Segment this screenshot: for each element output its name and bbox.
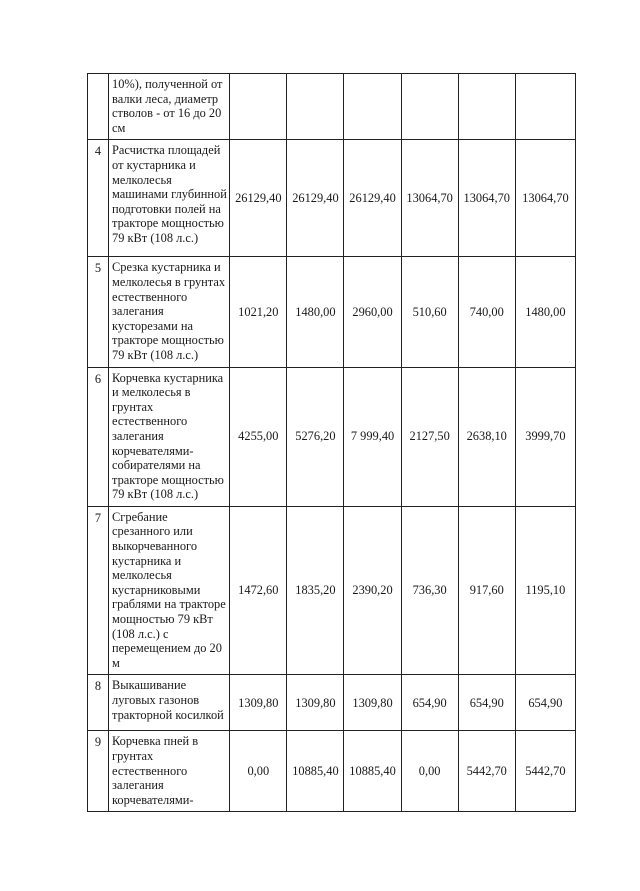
value-cell [287, 74, 344, 140]
value-cell: 26129,40 [344, 140, 401, 257]
work-description: Срезка кустарника и мелколесья в грунтах естественного залегания кусторезами на тракторе мощностью 79 кВт (108 л.с.) [109, 257, 230, 367]
table-row [88, 731, 576, 812]
row-number: 9 [88, 731, 109, 812]
row-number: 6 [88, 367, 109, 506]
table-row [88, 140, 576, 257]
work-description: Выкашивание луговых газонов тракторной косилкой [109, 675, 230, 731]
value-cell: 654,90 [401, 675, 458, 731]
value-cell: 26129,40 [287, 140, 344, 257]
row-number: 8 [88, 675, 109, 731]
value-cell: 26129,40 [230, 140, 287, 257]
row-number: 7 [88, 506, 109, 675]
value-cell: 13064,70 [401, 140, 458, 257]
value-cell: 1309,80 [230, 675, 287, 731]
work-description: Корчевка пней в грунтах естественного залегания корчевателями- [109, 731, 230, 812]
work-description: Расчистка площадей от кустарника и мелколесья машинами глубинной подготовки полей на тракторе мощностью 79 кВт (108 л.с.) [109, 140, 230, 257]
value-cell: 917,60 [458, 506, 515, 675]
value-cell: 1021,20 [230, 257, 287, 367]
work-description: Сгребание срезанного или выкорчеванного кустарника и мелколесья кустарниковыми граблями на тракторе мощностью 79 кВт (108 л.с.) с перемещением до 20 м [109, 506, 230, 675]
row-number: 5 [88, 257, 109, 367]
rates-table [87, 73, 576, 812]
value-cell: 13064,70 [458, 140, 515, 257]
table-row [88, 367, 576, 506]
value-cell: 1309,80 [344, 675, 401, 731]
value-cell: 654,90 [515, 675, 575, 731]
value-cell: 510,60 [401, 257, 458, 367]
value-cell [230, 74, 287, 140]
value-cell: 5442,70 [458, 731, 515, 812]
value-cell: 2638,10 [458, 367, 515, 506]
value-cell: 5276,20 [287, 367, 344, 506]
table-row [88, 506, 576, 675]
work-description: Корчевка кустарника и мелколесья в грунтах естественного залегания корчевателями-собирателями на тракторе мощностью 79 кВт (108 л.с.) [109, 367, 230, 506]
row-number: 4 [88, 140, 109, 257]
value-cell [401, 74, 458, 140]
value-cell: 10885,40 [344, 731, 401, 812]
value-cell: 0,00 [401, 731, 458, 812]
value-cell: 3999,70 [515, 367, 575, 506]
value-cell: 2390,20 [344, 506, 401, 675]
value-cell: 2127,50 [401, 367, 458, 506]
value-cell: 10885,40 [287, 731, 344, 812]
table-row [88, 675, 576, 731]
value-cell: 736,30 [401, 506, 458, 675]
value-cell [344, 74, 401, 140]
value-cell: 4255,00 [230, 367, 287, 506]
value-cell: 654,90 [458, 675, 515, 731]
value-cell: 0,00 [230, 731, 287, 812]
value-cell: 7 999,40 [344, 367, 401, 506]
table-row [88, 74, 576, 140]
value-cell: 1835,20 [287, 506, 344, 675]
row-number [88, 74, 109, 140]
value-cell: 1195,10 [515, 506, 575, 675]
value-cell: 2960,00 [344, 257, 401, 367]
value-cell: 1480,00 [515, 257, 575, 367]
table-row [88, 257, 576, 367]
value-cell: 13064,70 [515, 140, 575, 257]
value-cell: 5442,70 [515, 731, 575, 812]
value-cell [515, 74, 575, 140]
value-cell: 1472,60 [230, 506, 287, 675]
value-cell: 1480,00 [287, 257, 344, 367]
work-description: 10%), полученной от валки леса, диаметр стволов - от 16 до 20 см [109, 74, 230, 140]
value-cell [458, 74, 515, 140]
value-cell: 1309,80 [287, 675, 344, 731]
value-cell: 740,00 [458, 257, 515, 367]
